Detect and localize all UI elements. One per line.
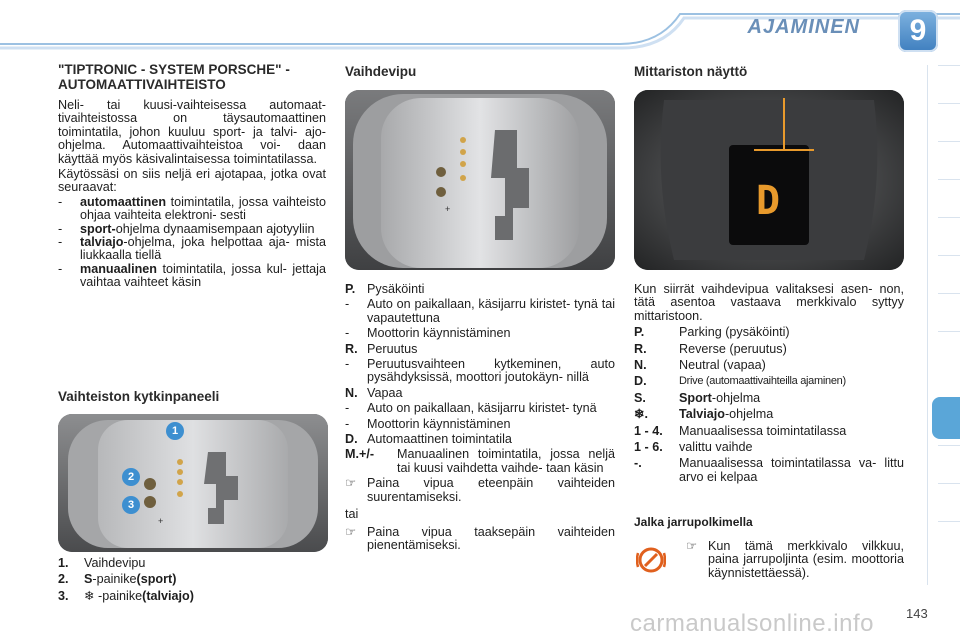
list-item: - sport-ohjelma dynaamisempaan ajotyyliin <box>58 221 315 236</box>
list-item: 1 - 4. Manuaalisessa toimintatilassa <box>634 423 847 438</box>
list-item: R. Reverse (peruutus) <box>634 341 787 356</box>
chapter-tab[interactable] <box>938 255 960 292</box>
chapter-tab[interactable] <box>938 65 960 102</box>
pointer-icon: ☞ <box>686 539 698 553</box>
section-title-tiptronic: "TIPTRONIC - SYSTEM PORSCHE" -AUTOMAATTIVAIHTEISTO <box>58 62 290 92</box>
gear-panel-illustration <box>58 414 328 552</box>
callout-1: 1 <box>166 422 184 440</box>
list-item: P. Parking (pysäköinti) <box>634 325 790 340</box>
display-legend <box>634 283 904 484</box>
list-item: N. Neutral (vapaa) <box>634 358 766 373</box>
list-item: - Auto on paikallaan, käsijarru kiristet- tynä tai vapautettuna <box>345 297 615 325</box>
intro-paragraph: Neli- tai kuusi-vaihteisessa automaat- tivaihteistossa on täysautomaattinen toimintatila, johon kuuluu sport- ja talvi- ajo-ohjelma. Automaattivaihteistoa voi- daan käyttää myös käsivalintaisessa toimintatilassa. <box>58 98 326 166</box>
panel-legend <box>58 557 328 603</box>
brake-pedal-warning-icon <box>636 545 666 575</box>
chapter-tab[interactable] <box>938 331 960 368</box>
list-item: - Moottorin käynnistäminen <box>345 416 511 431</box>
mode-list <box>58 196 326 290</box>
list-item: - Moottorin käynnistäminen <box>345 326 511 341</box>
list-item: 3. ❄ -painike (talviajo) <box>58 588 194 603</box>
list-item: P. Pysäköinti <box>345 282 425 296</box>
chapter-title: AJAMINEN <box>747 16 860 38</box>
gear-lever-photo <box>345 90 615 270</box>
callout-3: 3 <box>122 496 140 514</box>
gear-panel-photo <box>58 414 328 552</box>
chapter-tab[interactable] <box>938 445 960 482</box>
list-item: - manuaalinen toimintatila, jossa kul- jettaja vaihtaa vaihteet käsin <box>58 261 326 290</box>
svg-text:+: + <box>158 516 164 526</box>
list-item: ☞ Paina vipua eteenpäin vaihteiden suurentamiseksi. <box>345 476 615 504</box>
list-item: ☞ Kun tämä merkkivalo vilkkuu, paina jarrupoljinta (esim. moottoria käynnistettäessä). <box>686 539 904 580</box>
chapter-tab[interactable] <box>938 179 960 216</box>
panel-heading: Vaihteiston kytkinpaneeli <box>58 389 220 404</box>
list-item: - automaattinen toimintatila, jossa vaihteisto ohjaa vaihteita elektroni- sesti <box>58 194 326 223</box>
list-item: tai <box>345 507 359 522</box>
list-item: M.+/- Manuaalinen toimintatila, jossa neljä tai kuusi vaihdetta vaihde- taan käsin <box>345 447 615 475</box>
list-item: N. Vapaa <box>345 385 403 400</box>
list-item: D. Automaattinen toimintatila <box>345 432 512 447</box>
pointer-icon: ☞ <box>345 524 357 539</box>
list-item: -. Manuaalisessa toimintatilassa va- littu arvo ei kelpaa <box>634 456 904 484</box>
chapter-tab[interactable] <box>938 521 960 558</box>
chapter-tabs <box>927 65 960 585</box>
chapter-tab[interactable] <box>938 483 960 520</box>
list-item: R. Peruutus <box>345 341 418 356</box>
gear-indicator-letter: D <box>756 178 781 224</box>
list-item: - Auto on paikallaan, käsijarru kiristet- tynä <box>345 401 597 416</box>
list-item: 1. Vaihdevipu <box>58 556 146 570</box>
callout-2: 2 <box>122 468 140 486</box>
brake-warning-item <box>686 540 904 580</box>
list-item: 2. S -painike (sport) <box>58 572 177 587</box>
chapter-tab[interactable] <box>938 293 960 330</box>
intro-paragraph-2: Käytössäsi on siis neljä eri ajotapaa, jotka ovat seuraavat: <box>58 167 326 195</box>
section-title-gear-lever: Vaihdevipu <box>345 64 417 79</box>
list-item: 1 - 6. valittu vaihde <box>634 440 753 455</box>
list-item: ☞ Paina vipua taaksepäin vaihteiden pienentämiseksi. <box>345 524 615 552</box>
list-item: - talviajo-ohjelma, joka helpottaa aja- mista liukkaalla tiellä <box>58 235 326 263</box>
page-number: 143 <box>906 606 928 621</box>
instrument-display-photo <box>634 90 904 270</box>
list-item: ❄. Talviajo -ohjelma <box>634 407 774 422</box>
snowflake-icon: ❄. <box>634 407 649 422</box>
list-item: D. Drive (automaattivaihteilla ajaminen) <box>634 374 846 389</box>
watermark: carmanualsonline.info <box>630 610 874 637</box>
svg-text:+: + <box>445 204 451 214</box>
pointer-icon: ☞ <box>345 476 357 491</box>
list-item: - Peruutusvaihteen kytkeminen, auto pysähdyksissä, moottori joutokäyn- nillä <box>345 357 615 385</box>
chapter-tab[interactable] <box>938 141 960 178</box>
chapter-tab-active[interactable] <box>932 397 960 439</box>
chapter-tab[interactable] <box>938 103 960 140</box>
chapter-number-badge: 9 <box>898 10 938 52</box>
gear-lever-list <box>345 283 615 552</box>
display-intro: Kun siirrät vaihdevipua valitaksesi asen- non, tätä asentoa vastaava merkkivalo syttyy mittaristoon. <box>634 282 904 323</box>
brake-heading: Jalka jarrupolkimella <box>634 515 753 529</box>
gear-lever-illustration <box>345 90 615 270</box>
list-item: S. Sport -ohjelma <box>634 390 761 405</box>
chapter-tab[interactable] <box>938 217 960 254</box>
section-title-instrument-display: Mittariston näyttö <box>634 64 748 79</box>
